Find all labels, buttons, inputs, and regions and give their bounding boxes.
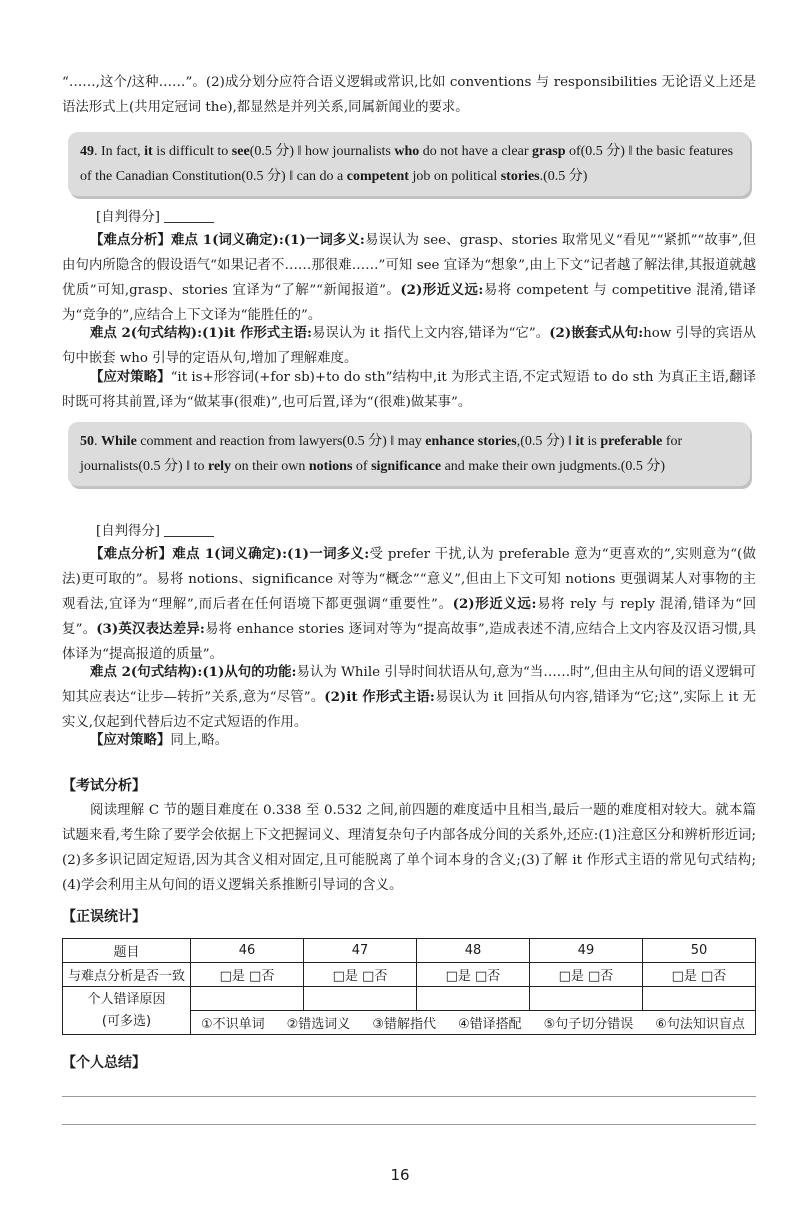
summary-line[interactable] (62, 1096, 756, 1097)
exam-analysis-text: 阅读理解 C 节的题目难度在 0.338 至 0.532 之间,前四题的难度适中且相当,最后一题的难度相对较大。就本篇试题来看,考生除了要学会依据上下文把握词义、理清复杂句子内部各成分间的关系外,还应:(1)注意区分和辨析形近词;(2)多多识记固定短语,因为其含义相对固定,且可能脱离了单个词本身的含义;(3)了解 it 作形式主语的常见句式结构;(4)学会利用主从句间的语义逻辑关系推断引导词的含义。 (62, 803, 756, 893)
key-term: enhance stories (425, 434, 517, 449)
table-header-cell: 49 (529, 939, 642, 963)
table-header-cell: 50 (642, 939, 755, 963)
yes-no-checkbox[interactable]: □是 □否 (303, 963, 416, 987)
row-label-line: (可多选) (101, 1013, 152, 1029)
reasons-cell (191, 1011, 756, 1035)
self-score-50 (96, 520, 214, 539)
stats-title: 【正误统计】 (62, 909, 146, 925)
table-header-cell: 46 (191, 939, 304, 963)
key-term: stories (500, 169, 540, 184)
row-label-line: 个人错译原因 (87, 991, 166, 1007)
stats-table (62, 938, 756, 1035)
reason-option[interactable]: ①不识单词 (201, 1017, 265, 1032)
analysis-text: 易将 competent 与 competitive 混淆,错译为“竞争的”,应结合上下文译为“能胜任的”。 (62, 283, 756, 323)
sentence-text: . In fact, (94, 144, 145, 159)
score-input[interactable] (164, 209, 214, 223)
sentence-text: do not have a clear (419, 144, 533, 159)
row-label: 与难点分析是否一致 (63, 963, 191, 987)
yes-no-checkbox[interactable]: □是 □否 (529, 963, 642, 987)
analysis-text: 易误认为 see、grasp、stories 取常见义“看见”“紧抓”“故事”,但由句内所隐含的假设语气“如果记者不……那很难……”可知 see 宜译为“想象”,由上下文“记者越了解法律,其报道就越优质”可知,grasp、stories 宜译为“了解”“新闻报道”。 (62, 233, 756, 298)
summary-title: 【个人总结】 (62, 1055, 146, 1071)
self-score-label: [自判得分] (96, 210, 161, 225)
exam-analysis-title: 【考试分析】 (62, 778, 146, 794)
analysis-heading: 【难点分析】难点 1(词义确定):(1)一词多义: (90, 232, 365, 248)
analysis-text: 易认为 While 引导时间状语从句,意为“当……时”,但由主从句间的语义逻辑可知其应表达“让步—转折”关系,意为“尽管”。 (62, 665, 757, 705)
sentence-text: and make their own judgments.(0.5 分) (441, 459, 666, 474)
page-number: 16 (390, 1166, 410, 1184)
analysis-text: 受 prefer 干扰,认为 preferable 意为“更喜欢的”,实则意为“(做法)更可取的”。易将 notions、significance 对等为“概念”“意义”,但由上下文可知 notions 更强调某人对事物的主观看法,宜译为“理解”,而后者在任何语境下都更强调“重要性”。 (62, 547, 756, 612)
sentence-text: of(0.5 分) ‖ the basic features of the Canadian Constitution(0.5 分) ‖ can do a (80, 144, 734, 184)
key-term: it (144, 144, 153, 159)
score-input[interactable] (164, 523, 214, 537)
analysis-text: 易将 rely 与 reply 混淆,错译为“回复”。 (62, 597, 756, 637)
summary-line[interactable] (62, 1124, 756, 1125)
reason-option[interactable]: ②错选词义 (286, 1017, 351, 1032)
sentence-text: on their own (231, 459, 309, 474)
question-49-box (68, 132, 750, 196)
analysis-heading: 【难点分析】难点 1(词义确定):(1)一词多义: (90, 546, 370, 562)
analysis-text: 易误认为 it 回指从句内容,错译为“它;这”,实际上 it 无实义,仅起到代替后边不定式短语的作用。 (62, 690, 756, 730)
analysis-heading: 难点 2(句式结构):(1)it 作形式主语: (90, 325, 312, 341)
reason-option[interactable]: ④错译搭配 (457, 1017, 522, 1032)
analysis-heading: (2)嵌套式从句: (549, 325, 644, 341)
strategy-50 (62, 728, 756, 753)
self-score-label: [自判得分] (96, 524, 161, 539)
reason-option[interactable]: ③错解指代 (372, 1017, 436, 1032)
table-header-cell: 47 (303, 939, 416, 963)
analysis-49-difficulty-1 (62, 228, 756, 328)
analysis-50-difficulty-1 (62, 542, 756, 667)
analysis-heading: (3)英汉表达差异: (96, 621, 205, 637)
table-row (63, 939, 756, 963)
question-number: 49 (80, 144, 94, 159)
key-term: it (575, 434, 585, 449)
analysis-text: 易误认为 it 指代上文内容,错译为“它”。 (311, 326, 550, 341)
reason-option[interactable]: ⑤句子切分错误 (543, 1017, 634, 1032)
strategy-heading: 【应对策略】 (90, 732, 171, 748)
key-term: rely (207, 459, 232, 474)
strategy-heading: 【应对策略】 (90, 369, 171, 385)
row-label (63, 987, 191, 1035)
analysis-text: how 引导的宾语从句中嵌套 who 引导的定语从句,增加了理解难度。 (62, 326, 756, 366)
reason-option[interactable]: ⑥句法知识盲点 (655, 1017, 745, 1032)
analysis-heading: (2)形近义远: (400, 282, 484, 298)
table-header-cell: 48 (416, 939, 529, 963)
yes-no-checkbox[interactable]: □是 □否 (191, 963, 304, 987)
analysis-text: 易将 enhance stories 逐词对等为“提高故事”,造成表述不清,应结合上文内容及汉语习惯,具体译为“提高报道的质量”。 (62, 622, 756, 662)
intro-paragraph: “……,这个/这种……”。(2)成分划分应符合语义逻辑或常识,比如 conventions 与 responsibilities 无论语义上还是语法形式上(共用定冠词 the),都显然是并列关系,同属新闻业的要求。 (62, 75, 756, 115)
table-row (63, 963, 756, 987)
key-term: who (394, 144, 420, 159)
key-term: notions (308, 459, 353, 474)
sentence-text: (0.5 分) ‖ how journalists (249, 144, 395, 159)
question-number: 50 (80, 434, 94, 449)
key-term: significance (371, 459, 442, 474)
key-term: see (231, 144, 250, 159)
sentence-text: of (352, 459, 372, 474)
sentence-text: job on political (408, 169, 501, 184)
strategy-49 (62, 365, 756, 415)
key-term: preferable (600, 434, 663, 449)
key-term: grasp (532, 144, 566, 159)
analysis-heading: (2)it 作形式主语: (324, 689, 435, 705)
empty-cell[interactable] (642, 987, 755, 1011)
empty-cell[interactable] (529, 987, 642, 1011)
yes-no-checkbox[interactable]: □是 □否 (416, 963, 529, 987)
table-header-cell: 题目 (63, 939, 191, 963)
analysis-heading: 难点 2(句式结构):(1)从句的功能: (90, 664, 297, 680)
sentence-text: for journalists(0.5 分) ‖ to (80, 434, 683, 474)
sentence-text: comment and reaction from lawyers(0.5 分) ‖ may (136, 434, 426, 449)
self-score-49 (96, 206, 214, 225)
question-50-box: 50. While comment and reaction from lawyers(0.5 分) ‖ may enhance stories,(0.5 分) ‖ it is preferable for journalists(0.5 分) ‖ to rely on their own notions of significance and make their own judgments.(0.5 分) (68, 422, 750, 486)
key-term: competent (346, 169, 409, 184)
table-row (63, 987, 756, 1011)
empty-cell[interactable] (191, 987, 304, 1011)
yes-no-checkbox[interactable]: □是 □否 (642, 963, 755, 987)
empty-cell[interactable] (416, 987, 529, 1011)
analysis-50-difficulty-2 (62, 660, 756, 735)
empty-cell[interactable] (303, 987, 416, 1011)
sentence-text: ,(0.5 分) ‖ (516, 434, 576, 449)
sentence-text: is difficult to (152, 144, 232, 159)
sentence-text: .(0.5 分) (539, 169, 588, 184)
strategy-text: 同上,略。 (170, 733, 229, 748)
analysis-heading: (2)形近义远: (452, 596, 537, 612)
strategy-text: “it is+形容词(+for sb)+to do sth”结构中,it 为形式主语,不定式短语 to do sth 为真正主语,翻译时既可将其前置,译为“做某事(很难)”,也可后置,译为“(很难)做某事”。 (62, 370, 756, 410)
analysis-49-difficulty-2 (62, 321, 756, 371)
sentence-text: is (584, 434, 601, 449)
key-term: While (101, 434, 137, 449)
